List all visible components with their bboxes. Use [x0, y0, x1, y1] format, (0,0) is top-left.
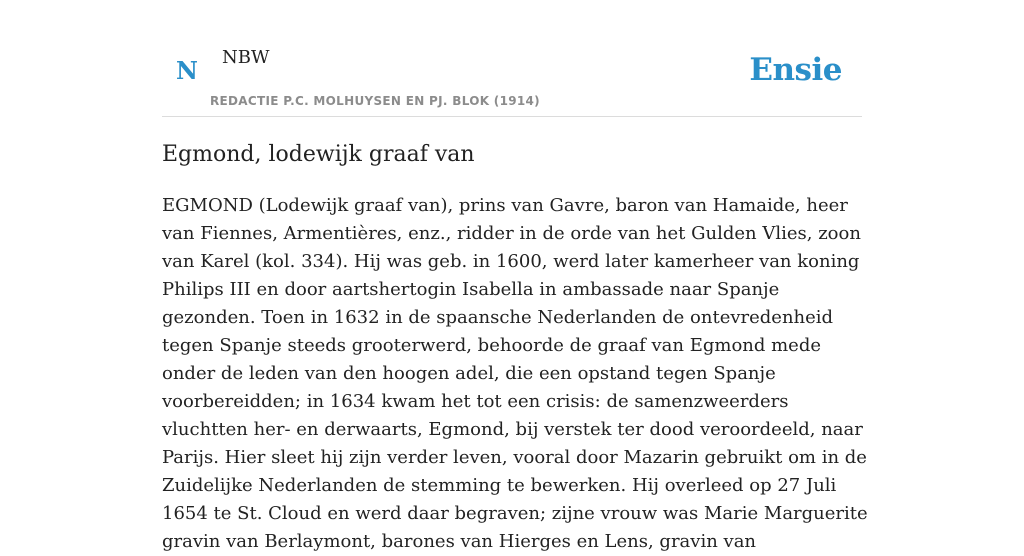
- source-logo[interactable]: N: [176, 56, 198, 85]
- article-body: EGMOND (Lodewijk graaf van), prins van Gavre, baron van Hamaide, heer van Fiennes, Armentières, enz., ridder in de orde van het Gulden Vlies, zoon van Karel (kol. 334). Hij was geb. in 1600, werd later kamerheer van koning Philips III en door aartshertogin Isabella in ambassade naar Spanje gezonden. Toen in 1632 in de spaansche Nederlanden de ontevredenheid tegen Spanje steeds grooterwerd, behoorde de graaf van Egmond mede onder de leden van den hoogen adel, die een opstand tegen Spanje voorbereidden; in 1634 kwam het tot een crisis: de samenzweerders vluchtten her- en derwaarts, Egmond, bij verstek ter dood veroordeeld, naar Parijs. Hier sleet hij zijn verder leven, vooral door Mazarin gebruikt om in de Zuidelijke Nederlanden de stemming te bewerken. Hij overleed op 27 Juli 1654 te St. Cloud en werd daar begraven; zijne vrouw was Marie Marguerite gravin van Berlaymont, barones van Hierges en Lens, gravin van: [162, 195, 868, 552]
- source-name-link[interactable]: NBW: [222, 47, 270, 68]
- source-subtitle: REDACTIE P.C. MOLHUYSEN EN PJ. BLOK (1914): [210, 94, 540, 108]
- article-title: Egmond, lodewijk graaf van: [162, 142, 475, 167]
- source-header: [162, 40, 862, 117]
- ensie-brand-logo[interactable]: Ensie: [749, 52, 842, 88]
